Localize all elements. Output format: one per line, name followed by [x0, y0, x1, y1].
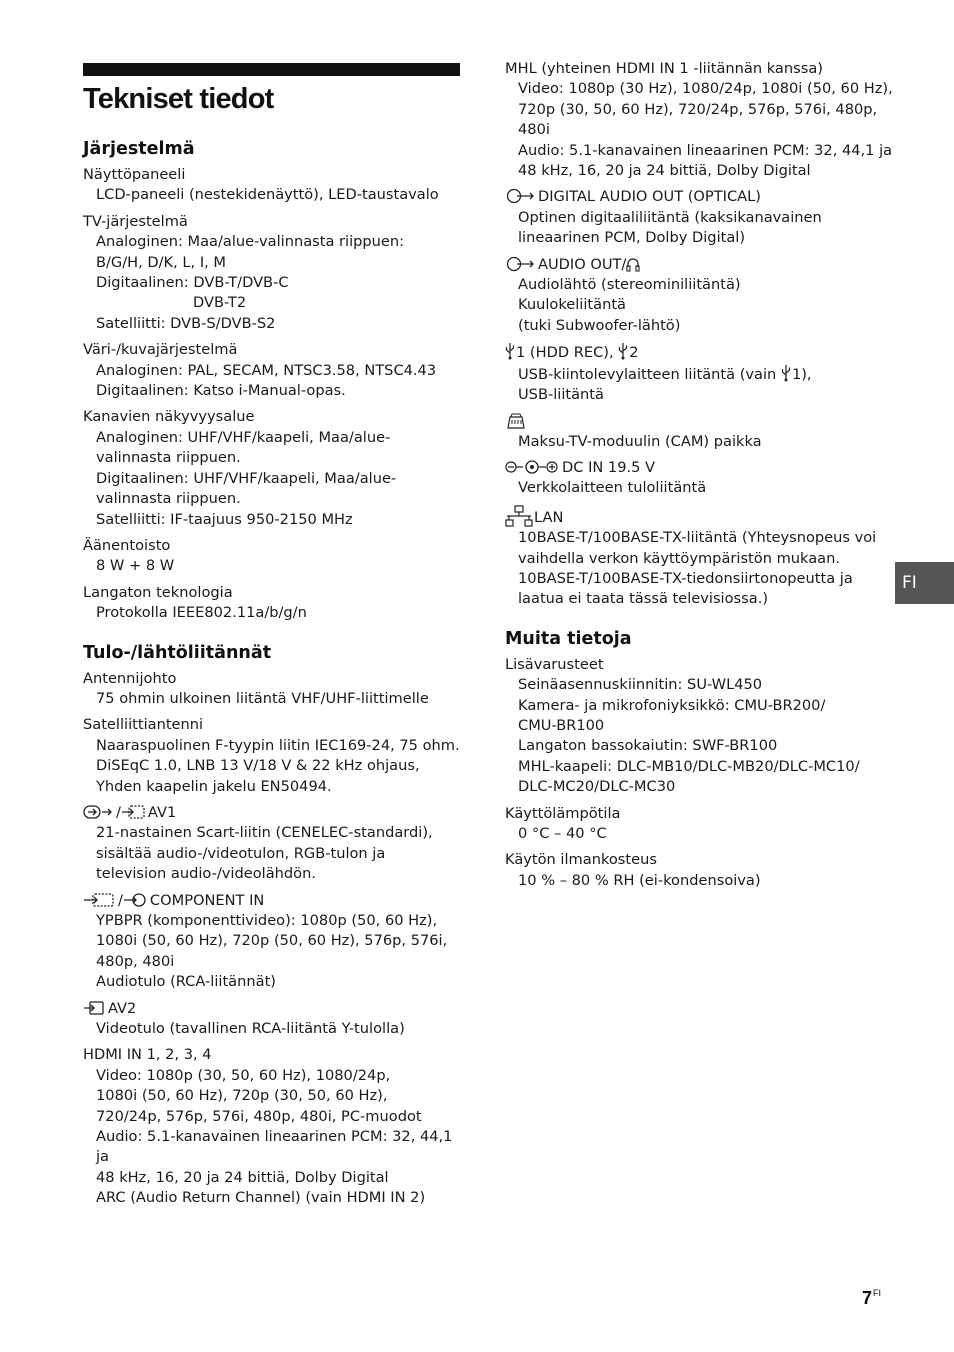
spec-title: DC IN 19.5 V [562, 458, 656, 476]
spec-line: 48 kHz, 16, 20 ja 24 bittiä, Dolby Digital [96, 1168, 389, 1186]
spec-line: 480i [518, 121, 550, 139]
section-heading: Muita tietoja [505, 628, 632, 649]
spec-line: USB-kiintolevylaitteen liitäntä (vain [518, 365, 781, 383]
spec-line: 10BASE-T/100BASE-TX-tiedonsiirtonopeutta ja [518, 569, 853, 587]
section-heading: Tulo-/lähtöliitännät [83, 642, 272, 663]
spec-line: 75 ohmin ulkoinen liitäntä VHF/UHF-liittimelle [96, 689, 429, 707]
spec-line: 21-nastainen Scart-liitin (CENELEC-standardi), [96, 824, 433, 842]
spec-line: Videotulo (tavallinen RCA-liitäntä Y-tulolla) [96, 1020, 405, 1038]
spec-line: vaihdella verkon käyttöympäristön mukaan. [518, 549, 841, 567]
spec-item [83, 340, 463, 401]
spec-item [83, 165, 463, 206]
spec-line: valinnasta riippuen. [96, 449, 241, 467]
input-output-icon [83, 804, 113, 820]
spec-title: Lisävarusteet [505, 655, 604, 673]
page-number-suffix: FI [873, 1288, 882, 1298]
spec-item-mhl [505, 59, 895, 181]
spec-line: DVB-T2 [193, 294, 247, 312]
spec-title: Kanavien näkyvyysalue [83, 408, 255, 426]
spec-line: CMU-BR100 [518, 716, 605, 734]
spec-line: USB-liitäntä [518, 386, 604, 404]
spec-item [83, 536, 463, 577]
spec-item-component [83, 891, 463, 993]
spec-title: Satelliittiantenni [83, 716, 204, 734]
spec-line: Digitaalinen: DVB-T/DVB-C [96, 274, 289, 292]
spec-line: 10BASE-T/100BASE-TX-liitäntä (Yhteysnopeus voi [518, 529, 877, 547]
spec-item [83, 583, 463, 624]
spec-line: 1), [791, 365, 812, 383]
spec-item [505, 804, 895, 845]
spec-line: Satelliitti: IF-taajuus 950-2150 MHz [96, 510, 353, 528]
spec-item [505, 655, 895, 798]
spec-title: Antennijohto [83, 669, 177, 687]
spec-item-optical [505, 187, 895, 248]
spec-line: Audio: 5.1-kanavainen lineaarinen PCM: 32, 44,1 ja [96, 1128, 458, 1166]
title-bar [83, 63, 460, 76]
spec-line: Maksu-TV-moduulin (CAM) paikka [518, 432, 762, 450]
spec-line: Optinen digitaaliliitäntä (kaksikanavainen [518, 208, 822, 226]
headphones-icon [626, 256, 640, 272]
spec-line: 1080i (50, 60 Hz), 720p (30, 50, 60 Hz), [96, 1087, 388, 1105]
spec-line: Kamera- ja mikrofoniyksikkö: CMU-BR200/ [518, 696, 826, 714]
spec-title: Näyttöpaneeli [83, 166, 186, 183]
spec-line: MHL-kaapeli: DLC-MB10/DLC-MB20/DLC-MC10/ [518, 757, 860, 775]
spec-title: Äänentoisto [83, 536, 171, 554]
spec-title: AUDIO OUT/ [538, 255, 627, 273]
dc-polarity-icon [505, 459, 559, 475]
spec-title: 2 [629, 344, 639, 362]
spec-line: Analoginen: Maa/alue-valinnasta riippuen: [96, 233, 405, 251]
spec-item-dc [505, 458, 895, 499]
spec-line: Langaton bassokaiutin: SWF-BR100 [518, 737, 778, 755]
spec-line: Audiolähtö (stereominiliitäntä) [518, 276, 741, 294]
right-column [505, 59, 895, 891]
spec-line: 0 °C – 40 °C [518, 825, 607, 842]
spec-line: LCD-paneeli (nestekidenäyttö), LED-taustavalo [96, 186, 439, 204]
spec-line: (tuki Subwoofer-lähtö) [518, 316, 681, 334]
spec-line: 720/24p, 576p, 576i, 480p, 480i, PC-muodot [96, 1107, 422, 1125]
input-round-icon [123, 892, 147, 908]
input-icon [83, 1000, 105, 1016]
spec-item [83, 407, 463, 529]
spec-title: MHL (yhteinen HDMI IN 1 -liitännän kanssa) [505, 60, 823, 77]
spec-item [83, 669, 463, 710]
spec-line: valinnasta riippuen. [96, 490, 241, 508]
spec-line: Kuulokeliitäntä [518, 296, 626, 314]
section-jarjestelma [83, 137, 463, 1209]
spec-line: Satelliitti: DVB-S/DVB-S2 [96, 314, 276, 332]
spec-title: Väri-/kuvajärjestelmä [83, 341, 238, 359]
page-number-value: 7 [862, 1288, 873, 1308]
spec-item-audio-out [505, 255, 895, 337]
lan-icon [505, 505, 533, 527]
spec-line: DLC-MC20/DLC-MC30 [518, 778, 676, 796]
spec-title: Langaton teknologia [83, 583, 233, 601]
spec-line: YPBPR (komponenttivideo): 1080p (50, 60 Hz), [96, 912, 438, 929]
spec-title: AV1 [147, 803, 177, 821]
spec-title: 1 (HDD REC), [516, 344, 619, 362]
spec-item-lan [505, 505, 895, 610]
spec-title: Käyttölämpötila [505, 804, 621, 822]
spec-line: Digitaalinen: Katso i-Manual-opas. [96, 382, 346, 400]
spec-item-cam [505, 412, 895, 452]
spec-title: DIGITAL AUDIO OUT (OPTICAL) [538, 188, 761, 206]
spec-item-usb [505, 342, 895, 405]
spec-line: 10 % – 80 % RH (ei-kondensoiva) [518, 871, 761, 889]
spec-item-av1 [83, 803, 463, 885]
spec-line: ARC (Audio Return Channel) (vain HDMI IN 2) [96, 1189, 426, 1207]
spec-item [83, 212, 463, 334]
spec-title: Käytön ilmankosteus [505, 851, 657, 869]
spec-line: Digitaalinen: UHF/VHF/kaapeli, Maa/alue- [96, 469, 397, 487]
spec-line: Audio: 5.1-kanavainen lineaarinen PCM: 32, 44,1 ja [518, 141, 893, 159]
spec-line: Protokolla IEEE802.11a/b/g/n [96, 604, 307, 622]
cam-slot-icon [505, 412, 527, 430]
spec-line: Video: 1080p (30, 50, 60 Hz), 1080/24p, [96, 1066, 391, 1084]
usb-icon [618, 342, 628, 360]
spec-title: AV2 [108, 999, 137, 1017]
spec-title: COMPONENT IN [149, 891, 265, 909]
output-round-icon [505, 188, 535, 204]
spec-title: LAN [534, 508, 564, 526]
spec-line: sisältää audio-/videotulon, RGB-tulon ja [96, 844, 386, 862]
spec-line: 8 W + 8 W [96, 557, 175, 575]
spec-title: TV-järjestelmä [83, 212, 188, 230]
spec-item-hdmi [83, 1045, 463, 1208]
usb-icon [505, 342, 515, 360]
spec-line: 720p (30, 50, 60 Hz), 720/24p, 576p, 576i, 480p, [518, 100, 878, 118]
spec-line: Audiotulo (RCA-liitännät) [96, 973, 276, 991]
comp-sep: / [118, 891, 123, 909]
spec-item [505, 850, 895, 891]
usb-icon [781, 364, 791, 382]
page-number [862, 1282, 881, 1309]
input-icon [121, 804, 145, 820]
av1-sep: / [116, 803, 121, 821]
spec-line: DiSEqC 1.0, LNB 13 V/18 V & 22 kHz ohjaus, [96, 757, 420, 775]
spec-line: 480p, 480i [96, 952, 175, 970]
spec-line: 48 kHz, 16, 20 ja 24 bittiä, Dolby Digital [518, 162, 811, 180]
section-heading: Järjestelmä [83, 139, 195, 159]
spec-title: HDMI IN 1, 2, 3, 4 [83, 1046, 212, 1064]
spec-line: Seinäasennuskiinnitin: SU-WL450 [518, 676, 763, 694]
spec-line: television audio-/videolähdön. [96, 865, 316, 883]
spec-line: Naaraspuolinen F-tyypin liitin IEC169-24, 75 ohm. [96, 736, 460, 754]
spec-line: Analoginen: PAL, SECAM, NTSC3.58, NTSC4.43 [96, 361, 437, 379]
spec-line: lineaarinen PCM, Dolby Digital) [518, 229, 746, 247]
language-tab: FI [895, 562, 954, 604]
spec-line: Verkkolaitteen tuloliitäntä [518, 479, 707, 497]
spec-line: Video: 1080p (30 Hz), 1080/24p, 1080i (50, 60 Hz), [518, 80, 893, 98]
spec-item-av2 [83, 999, 463, 1040]
spec-line: Analoginen: UHF/VHF/kaapeli, Maa/alue- [96, 428, 391, 446]
spec-line: B/G/H, D/K, L, I, M [96, 253, 226, 271]
spec-item [83, 715, 463, 797]
page-title: Tekniset tiedot [83, 83, 274, 115]
output-round-icon [505, 256, 535, 272]
spec-line: Yhden kaapelin jakelu EN50494. [96, 777, 332, 795]
input-icon [83, 892, 115, 908]
spec-line: laatua ei taata tässä televisiossa.) [518, 590, 769, 608]
spec-line: 1080i (50, 60 Hz), 720p (50, 60 Hz), 576p, 576i, [96, 932, 448, 950]
